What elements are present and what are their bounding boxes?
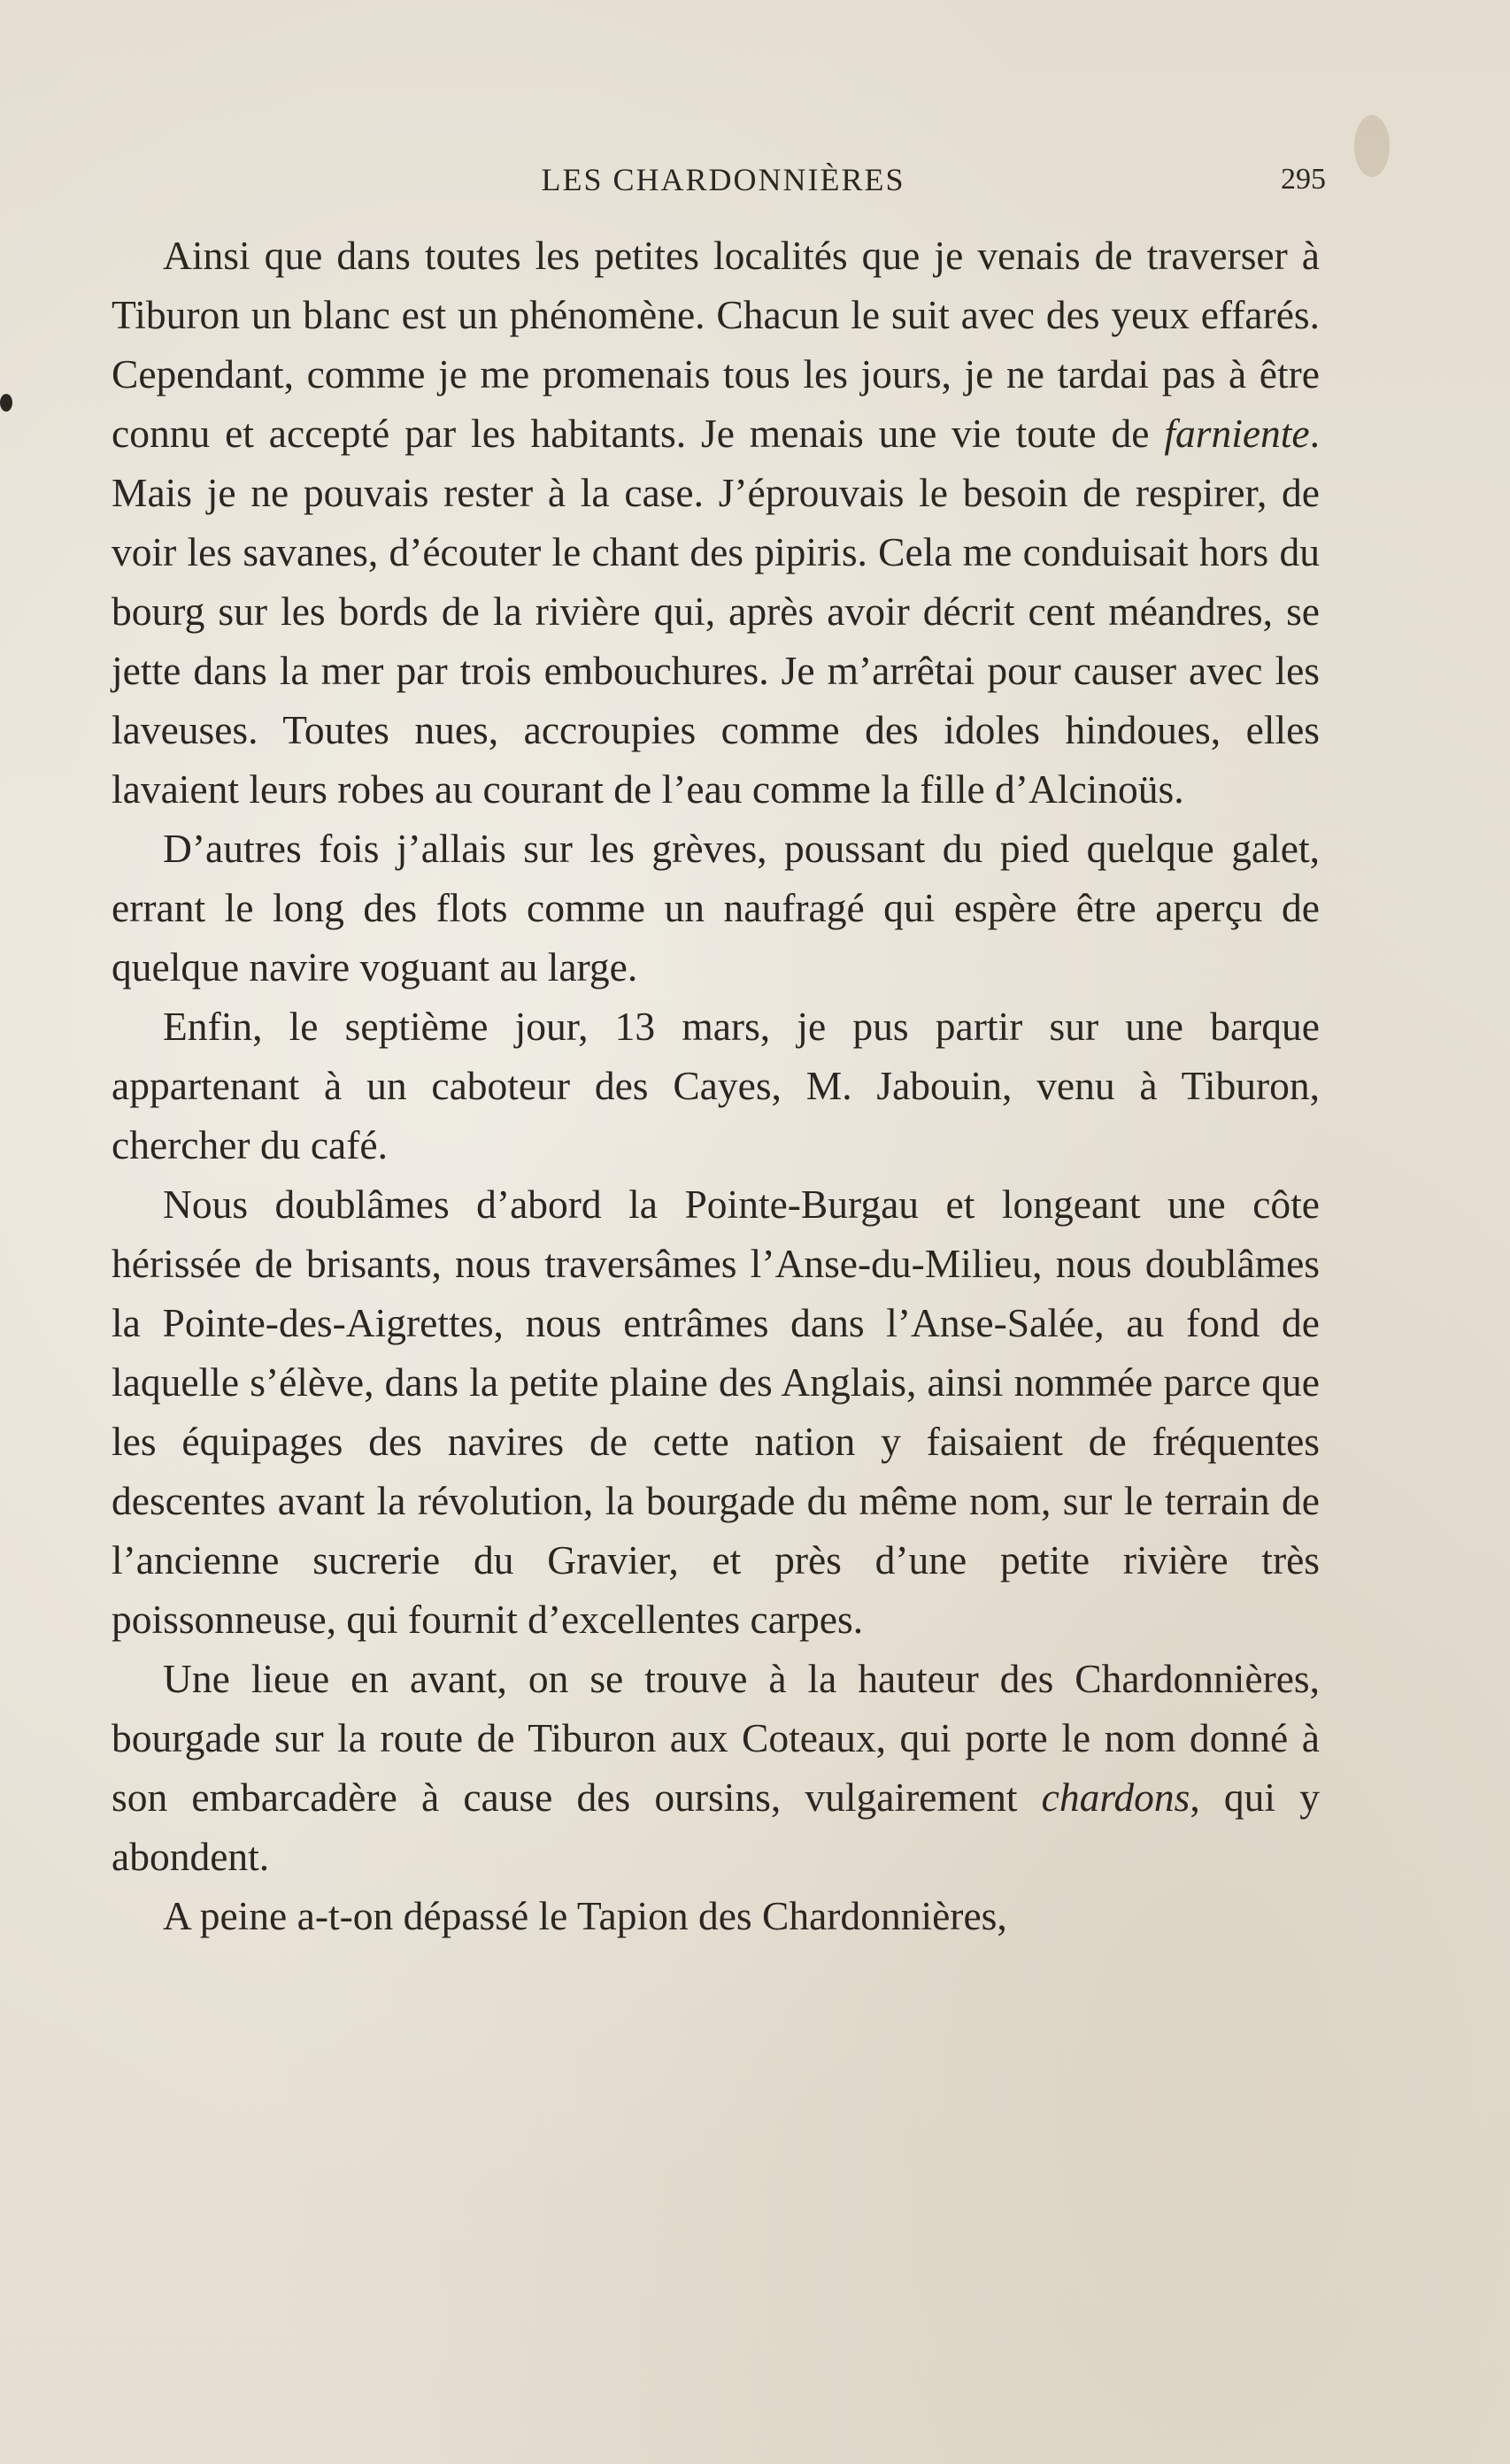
paragraph-5-text-b: , qui y abondent. (112, 1775, 1320, 1879)
ink-mark (0, 394, 12, 412)
paper-stain (1354, 115, 1390, 177)
paragraph-2: D’autres fois j’allais sur les grèves, poussant du pied quelque galet, errant le long des flots comme un naufragé qui espère être aperçu de quelque navire voguant au large. (112, 826, 1320, 989)
paragraph-6: A peine a-t-on dépassé le Tapion des Chardonnières, (163, 1893, 1007, 1938)
paragraph-5 (112, 1649, 1320, 1886)
paragraph-1-text-a: Ainsi que dans toutes les petites localités que je venais de traverser à Tiburon un blanc est un phénomène. Chacun le suit avec des yeux effarés. Cependant, comme je me promenais tous les jours, je ne tardai pas à être connu et accepté par les habitants. Je menais une vie toute de (112, 233, 1320, 456)
page-header (120, 158, 1326, 202)
paragraph-1-text-b: . Mais je ne pouvais rester à la case. J’éprouvais le besoin de respirer, de voir les savanes, d’écouter le chant des pipiris. Cela me conduisait hors du bourg sur les bords de la rivière qui, après avoir décrit cent méandres, se jette dans la mer par trois embouchures. Je m’arrêtai pour causer avec les laveuses. Toutes nues, accroupies comme des idoles hindoues, elles lavaient leurs robes au courant de l’eau comme la fille d’Alcinoüs. (112, 411, 1320, 812)
running-title: LES CHARDONNIÈRES (541, 162, 905, 197)
paragraph-3: Enfin, le septième jour, 13 mars, je pus partir sur une barque appartenant à un caboteur des Cayes, M. Jabouin, venu à Tiburon, chercher du café. (112, 1004, 1320, 1167)
paragraph-1 (112, 226, 1320, 819)
paragraph-5-italic: chardons (1041, 1775, 1190, 1820)
body-text (112, 226, 1320, 1945)
paragraph-4: Nous doublâmes d’abord la Pointe-Burgau et longeant une côte hérissée de brisants, nous traversâmes l’Anse-du-Milieu, nous doublâmes la Pointe-des-Aigrettes, nous entrâmes dans l’Anse-Salée, au fond de laquelle s’élève, dans la petite plaine des Anglais, ainsi nommée parce que les équipages des navires de cette nation y faisaient de fréquentes descentes avant la révolution, la bourgade du même nom, sur le terrain de l’ancienne sucrerie du Gravier, et près d’une petite rivière très poissonneuse, qui fournit d’excellentes carpes. (112, 1182, 1320, 1642)
paragraph-1-italic: farniente (1164, 411, 1310, 456)
page-number: 295 (1281, 163, 1326, 196)
paragraph-5-text-a: Une lieue en avant, on se trouve à la hauteur des Chardonnières, bourgade sur la route de Tiburon aux Coteaux, qui porte le nom donné à son embarcadère à cause des oursins, vulgairement (112, 1656, 1320, 1820)
